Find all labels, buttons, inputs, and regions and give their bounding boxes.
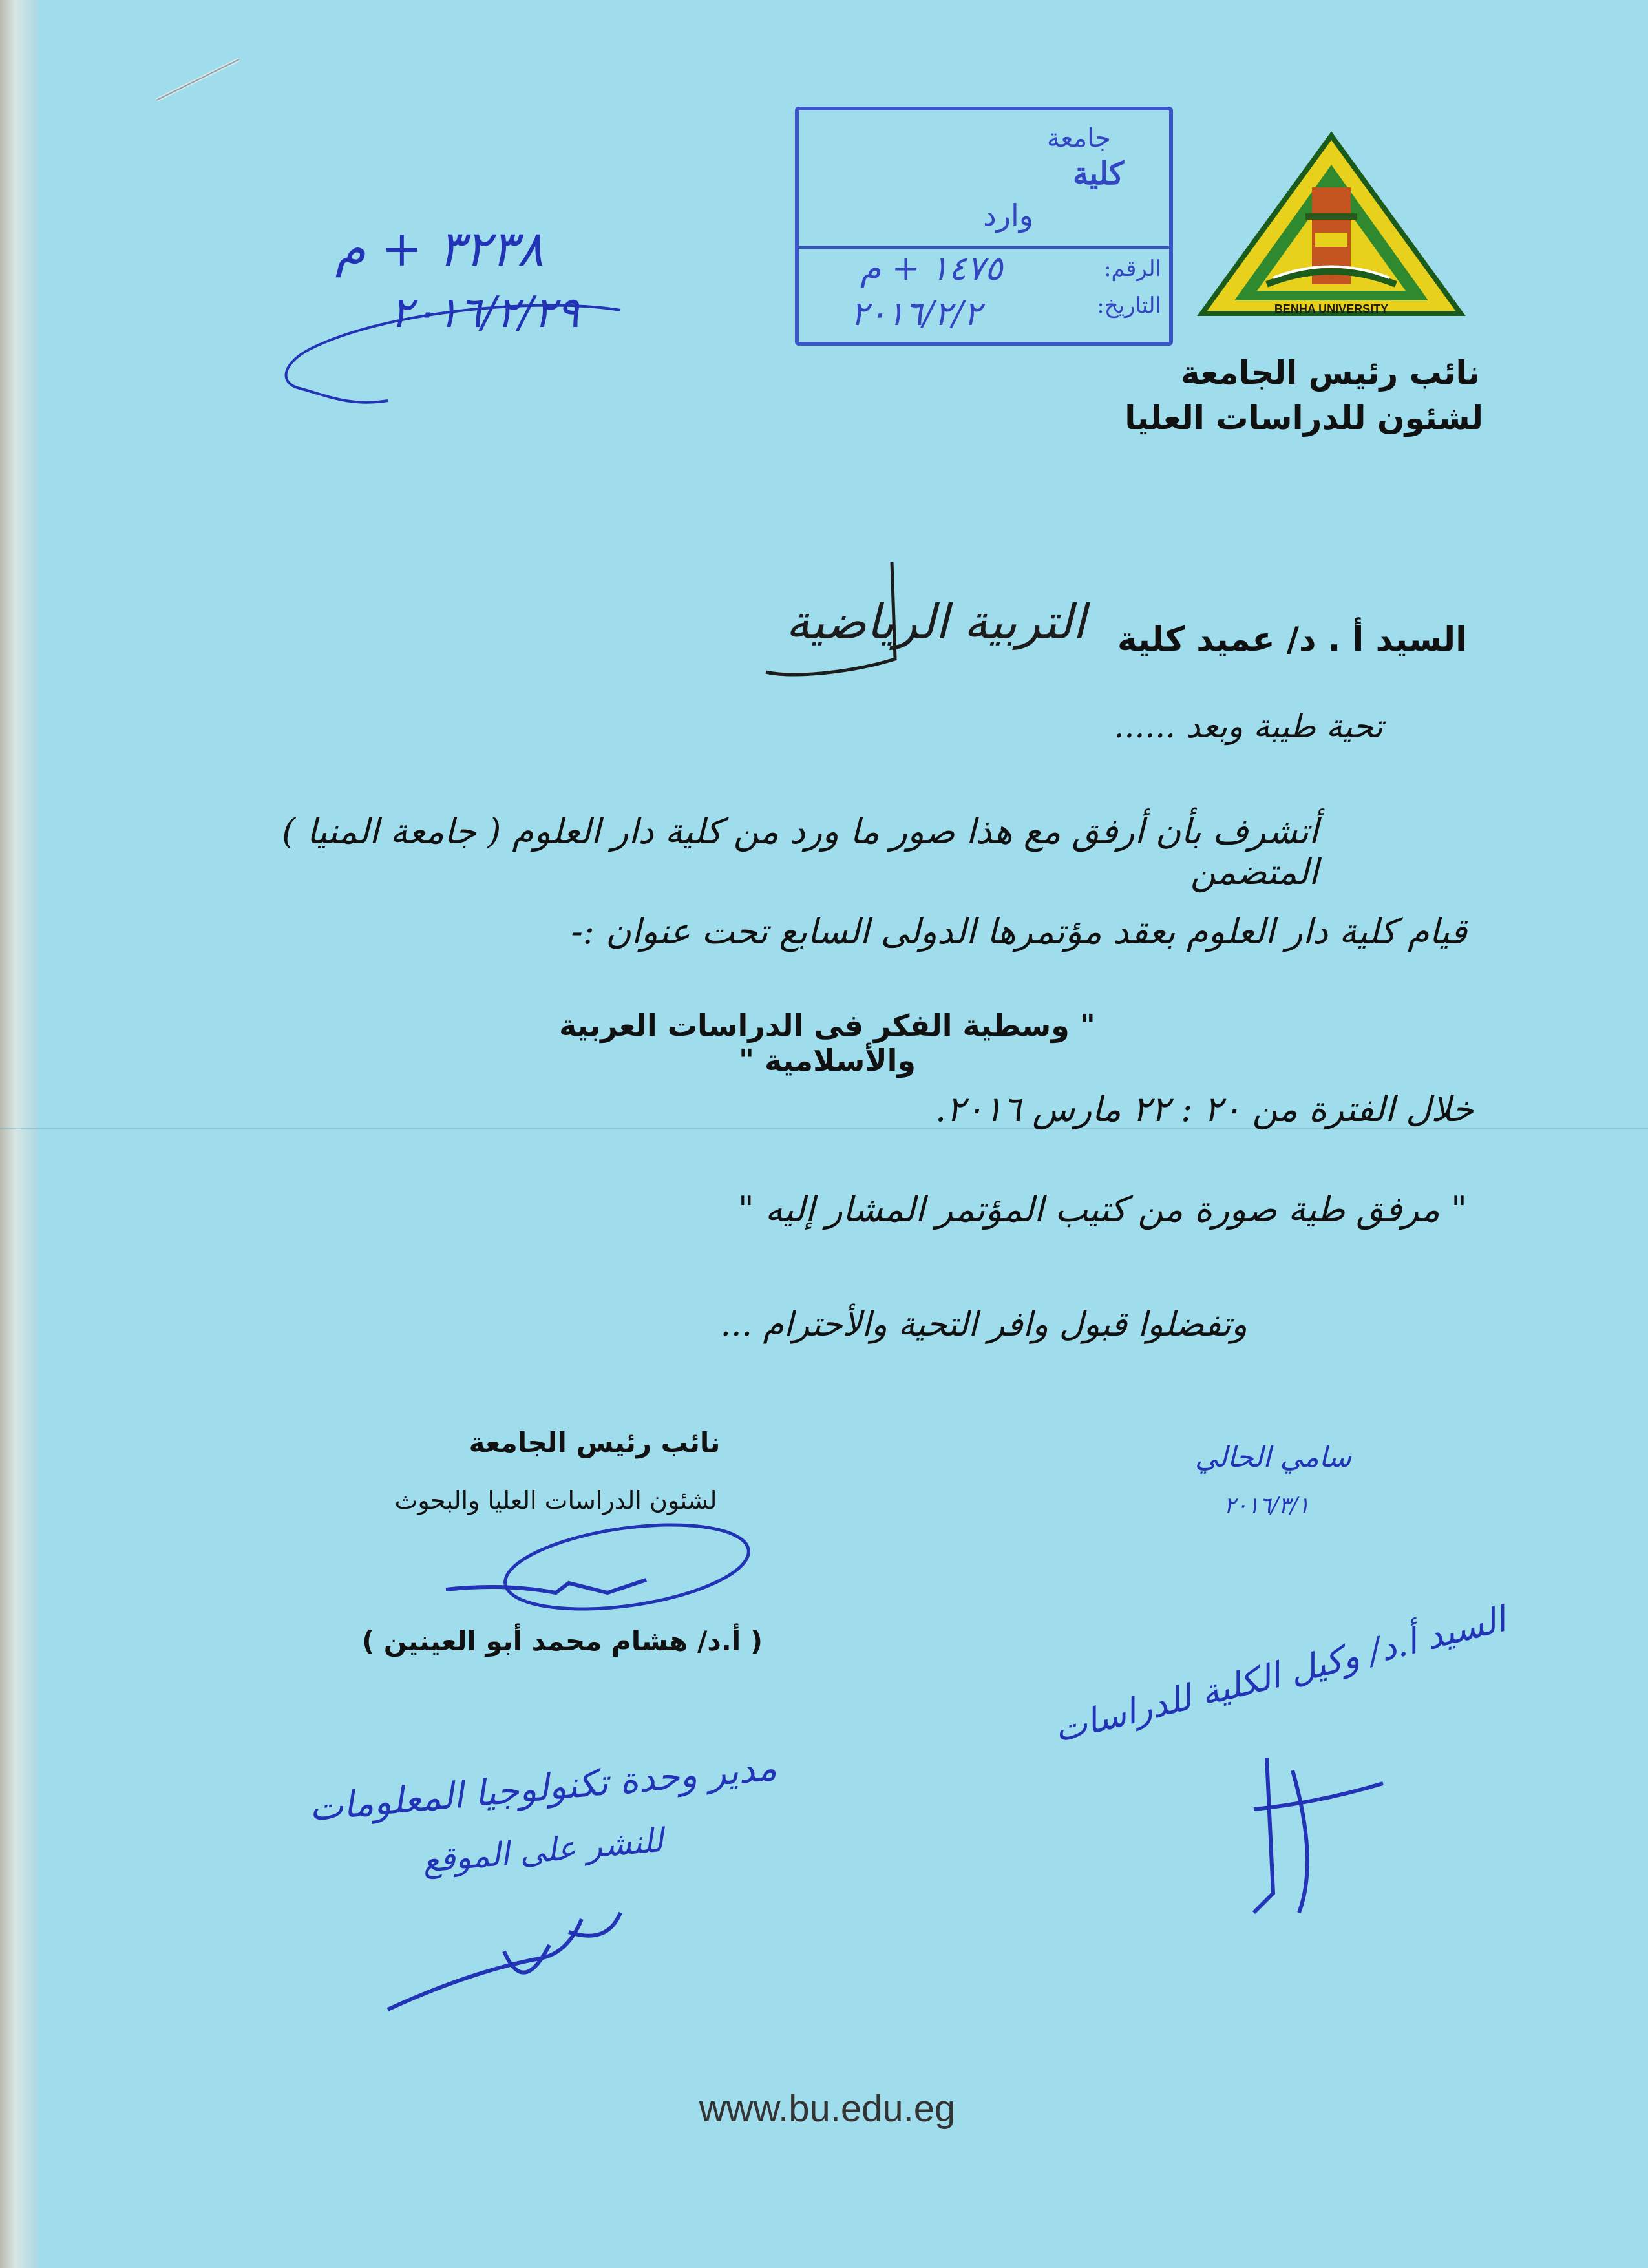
annotation-left-signature — [375, 1893, 646, 2035]
stamp-number-label: الرقم: — [1104, 256, 1161, 282]
staple-icon — [149, 52, 246, 110]
stamp-university: جامعة — [1046, 123, 1111, 153]
annotation-signature — [1228, 1745, 1396, 1938]
paragraph-line1: أتشرف بأن أرفق مع هذا صور ما ورد من كلية دار العلوم ( جامعة المنيا ) المتضمن — [282, 811, 1318, 892]
incoming-stamp — [795, 107, 1173, 346]
stamp-incoming: وارد — [983, 198, 1033, 233]
signatory-name: ( أ.د/ هشام محمد أبو العينين ) — [361, 1625, 763, 1657]
logo-caption: BENHA UNIVERSITY — [1274, 302, 1389, 315]
stamp-number-value: ١٤٧٥ + م — [860, 249, 1003, 288]
greeting: تحية طيبة وبعد ...... — [1114, 708, 1383, 745]
university-logo — [1196, 129, 1467, 330]
stamp-date-value: ٢٠١٦/٢/٢ — [850, 295, 982, 333]
paragraph-line2: قيام كلية دار العلوم بعقد مؤتمرها الدولى السابع تحت عنوان :- — [571, 911, 1467, 952]
salutation-handwritten-faculty: التربية الرياضية — [785, 594, 1086, 650]
handwritten-reference-date: ٢٠١٦/٢/٢٩ — [390, 288, 580, 337]
annotation-short-date: ٢٠١٦/٣/١ — [1223, 1493, 1310, 1518]
stamp-date-label: التاريخ: — [1097, 293, 1161, 319]
salutation-handwritten-stroke — [756, 543, 1118, 691]
office-title-line2: لشئون للدراسات العليا — [1125, 399, 1483, 437]
stamp-faculty: كلية — [1073, 156, 1124, 192]
closing-line: وتفضلوا قبول وافر التحية والأحترام ... — [720, 1305, 1247, 1344]
handwritten-reference-number: ٣٢٣٨ + م — [335, 220, 544, 277]
signature-title-line2: لشئون الدراسات العليا والبحوث — [394, 1486, 717, 1515]
attachment-note: " مرفق طية صورة من كتيب المؤتمر المشار إليه " — [737, 1189, 1467, 1230]
handwritten-underline — [271, 271, 633, 414]
annotation-left-line2: للنشر على الموقع — [421, 1821, 665, 1880]
vp-signature — [439, 1518, 763, 1622]
conference-period: خلال الفترة من ٢٠ : ٢٢ مارس ٢٠١٦. — [935, 1089, 1474, 1129]
signature-title-line1: نائب رئيس الجامعة — [469, 1427, 721, 1458]
annotation-short-note: سامي الحالي — [1194, 1441, 1352, 1474]
office-title-line1: نائب رئيس الجامعة — [1181, 354, 1480, 392]
stamp-divider — [799, 246, 1169, 249]
binding-edge — [0, 0, 39, 2268]
annotation-left-line1: مدير وحدة تكنولوجيا المعلومات — [307, 1747, 779, 1830]
conference-title: " وسطية الفكر فى الدراسات العربية والأسلامية " — [559, 1008, 1095, 1078]
annotation-long-note: السيد أ.د/ وكيل الكلية للدراسات — [1050, 1599, 1510, 1750]
footer-website: www.bu.edu.eg — [699, 2088, 956, 2130]
salutation: السيد أ . د/ عميد كلية — [1117, 620, 1467, 659]
